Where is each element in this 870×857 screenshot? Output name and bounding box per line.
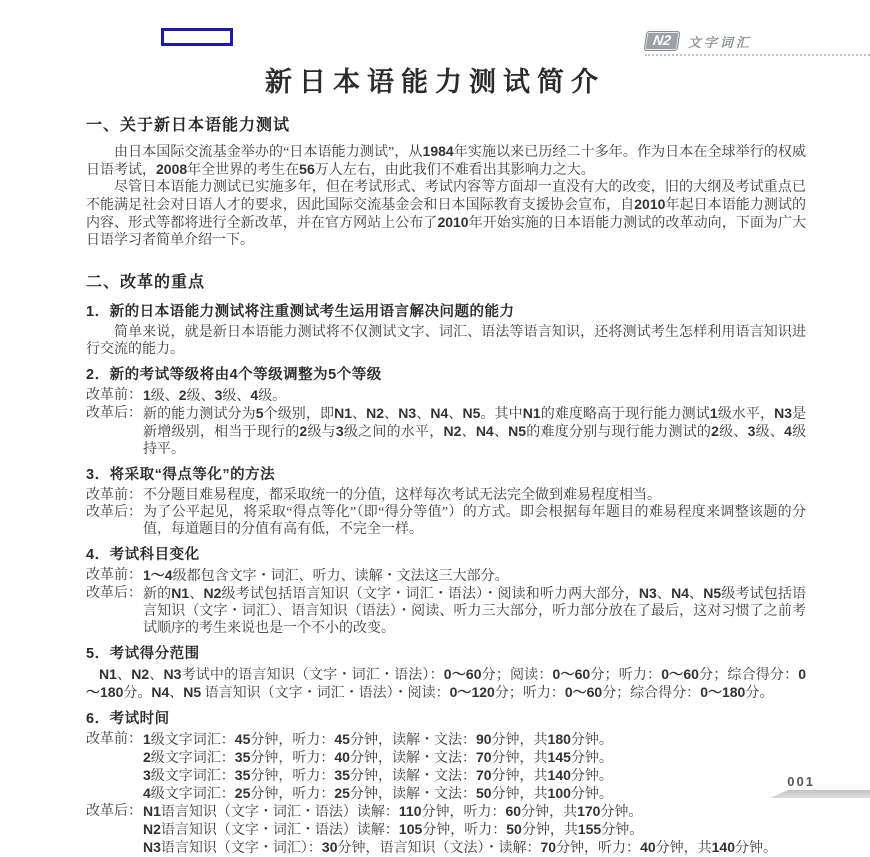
item-5-heading: 5．考试得分范围 (86, 646, 200, 662)
chapter-header-strip (645, 32, 870, 56)
item-3-heading: 3．将采取“得点等化”的方法 (86, 467, 276, 483)
page-number: 001 (787, 774, 815, 789)
before-label: 改革前： (86, 568, 142, 583)
item-6-heading: 6．考试时间 (86, 711, 170, 727)
item-6-after (86, 803, 806, 857)
category-label: 文字词汇 (687, 34, 752, 50)
item-1-heading: 1．新的日本语能力测试将注重测试考生运用语言解决问题的能力 (86, 304, 515, 320)
after-text: 为了公平起见，将采取“得点等化”（即“得分等值”）的方式。即会根据每年题目的难易程度来调整该题的分值，每道题目的分值有高有低，不完全一样。 (143, 505, 806, 537)
item-2-heading: 2．新的考试等级将由4个等级调整为5个等级 (86, 367, 382, 383)
exam-time-row: 1级文字词汇：45分钟，听力：45分钟，读解・文法：90分钟，共180分钟。 (143, 731, 613, 748)
item-4-before (86, 567, 806, 585)
after-label: 改革后： (86, 586, 142, 601)
blue-outline-box (161, 28, 233, 46)
before-text: 1～4级都包含文字・词汇、听力、读解・文法这三大部分。 (143, 567, 509, 584)
item-4-heading: 4．考试科目变化 (86, 547, 200, 563)
section-2-heading: 二、改革的重点 (86, 274, 206, 291)
before-label: 改革前： (86, 388, 142, 403)
section-1-heading: 一、关于新日本语能力测试 (86, 117, 291, 134)
after-label: 改革后： (86, 804, 142, 819)
section-1-paragraph: 由日本国际交流基金举办的“日本语能力测试”，从1984年实施以来已历经二十多年。作为日本在全球举行的权威日语考试，2008年全世界的考生在56万人左右，由此我们不难看出其影响力之大。 (86, 143, 806, 178)
item-1-paragraph: 简单来说，就是新日本语能力测试将不仅测试文字、词汇、语法等语言知识，还将测试考生怎样利用语言知识进行交流的能力。 (86, 325, 806, 357)
before-text: 不分题目难易程度，都采取统一的分值，这样每次考试无法完全做到难易程度相当。 (143, 488, 661, 503)
item-6-before (86, 731, 806, 803)
exam-time-row: 3级文字词汇：35分钟，听力：35分钟，读解・文法：70分钟，共140分钟。 (143, 767, 613, 784)
item-3-before (86, 487, 806, 504)
after-label: 改革后： (86, 505, 142, 520)
exam-time-row: N1语言知识（文字・词汇・语法）读解：110分钟，听力：60分钟，共170分钟。 (143, 803, 643, 820)
level-badge: N2 (644, 31, 681, 51)
exam-time-row: N3语言知识（文字・词汇）：30分钟，语言知识（文法）・读解：70分钟，听力：40分钟，共140分钟。 (143, 839, 777, 856)
item-3-after (86, 504, 806, 538)
exam-time-row: 2级文字词汇：35分钟，听力：40分钟，读解・文法：70分钟，共145分钟。 (143, 749, 613, 766)
before-label: 改革前： (86, 732, 142, 747)
item-2-before (86, 387, 806, 405)
before-label: 改革前： (86, 488, 142, 503)
exam-time-row: N2语言知识（文字・词汇・语法）读解：105分钟，听力：50分钟，共155分钟。 (143, 821, 644, 838)
page-title: 新日本语能力测试简介 (265, 67, 605, 97)
item-4-after (86, 585, 806, 637)
content-column (86, 112, 806, 857)
item-2-after (86, 405, 806, 458)
section-1-paragraph: 尽管日本语能力测试已实施多年，但在考试形式、考试内容等方面却一直没有大的改变，旧的大纲及考试重点已不能满足社会对日语人才的要求，因此国际交流基金会和日本国际教育支援协会宣布，自2010年起日本语能力测试的内容、形式等都将进行全新改革，并在官方网站上公布了2010年开始实施的日本语能力测试的改革动向，下面为广大日语学习者简单介绍一下。 (86, 180, 807, 248)
after-text: 新的能力测试分为5个级别，即N1、N2、N3、N4、N5。其中N1的难度略高于现行能力测试1级水平，N3是新增级别，相当于现行的2级与3级之间的水平，N2、N4、N5的难度分别与现行能力测试的2级、3级、4级持平。 (143, 405, 807, 457)
before-text: 1级、2级、3级、4级。 (143, 387, 287, 404)
after-text: 新的N1、N2级考试包括语言知识（文字・词汇・语法）・阅读和听力两大部分，N3、N4、N5级考试包括语言知识（文字・词汇）、语言知识（语法）・阅读、听力三大部分，听力部分放在了最后，这对习惯了之前考试顺序的考生来说也是一个不小的改变。 (143, 585, 807, 636)
item-5-paragraph: N1、N2、N3考试中的语言知识（文字・词汇・语法）：0～60分；阅读：0～60分；听力：0～60分；综合得分：0～180分。N4、N5 语言知识（文字・词汇・语法）・阅读：0～120分；听力：0～60分；综合得分：0～180分。 (86, 666, 807, 701)
after-label: 改革后： (86, 406, 142, 421)
exam-time-row: 4级文字词汇：25分钟，听力：25分钟，读解・文法：50分钟，共100分钟。 (143, 785, 613, 802)
